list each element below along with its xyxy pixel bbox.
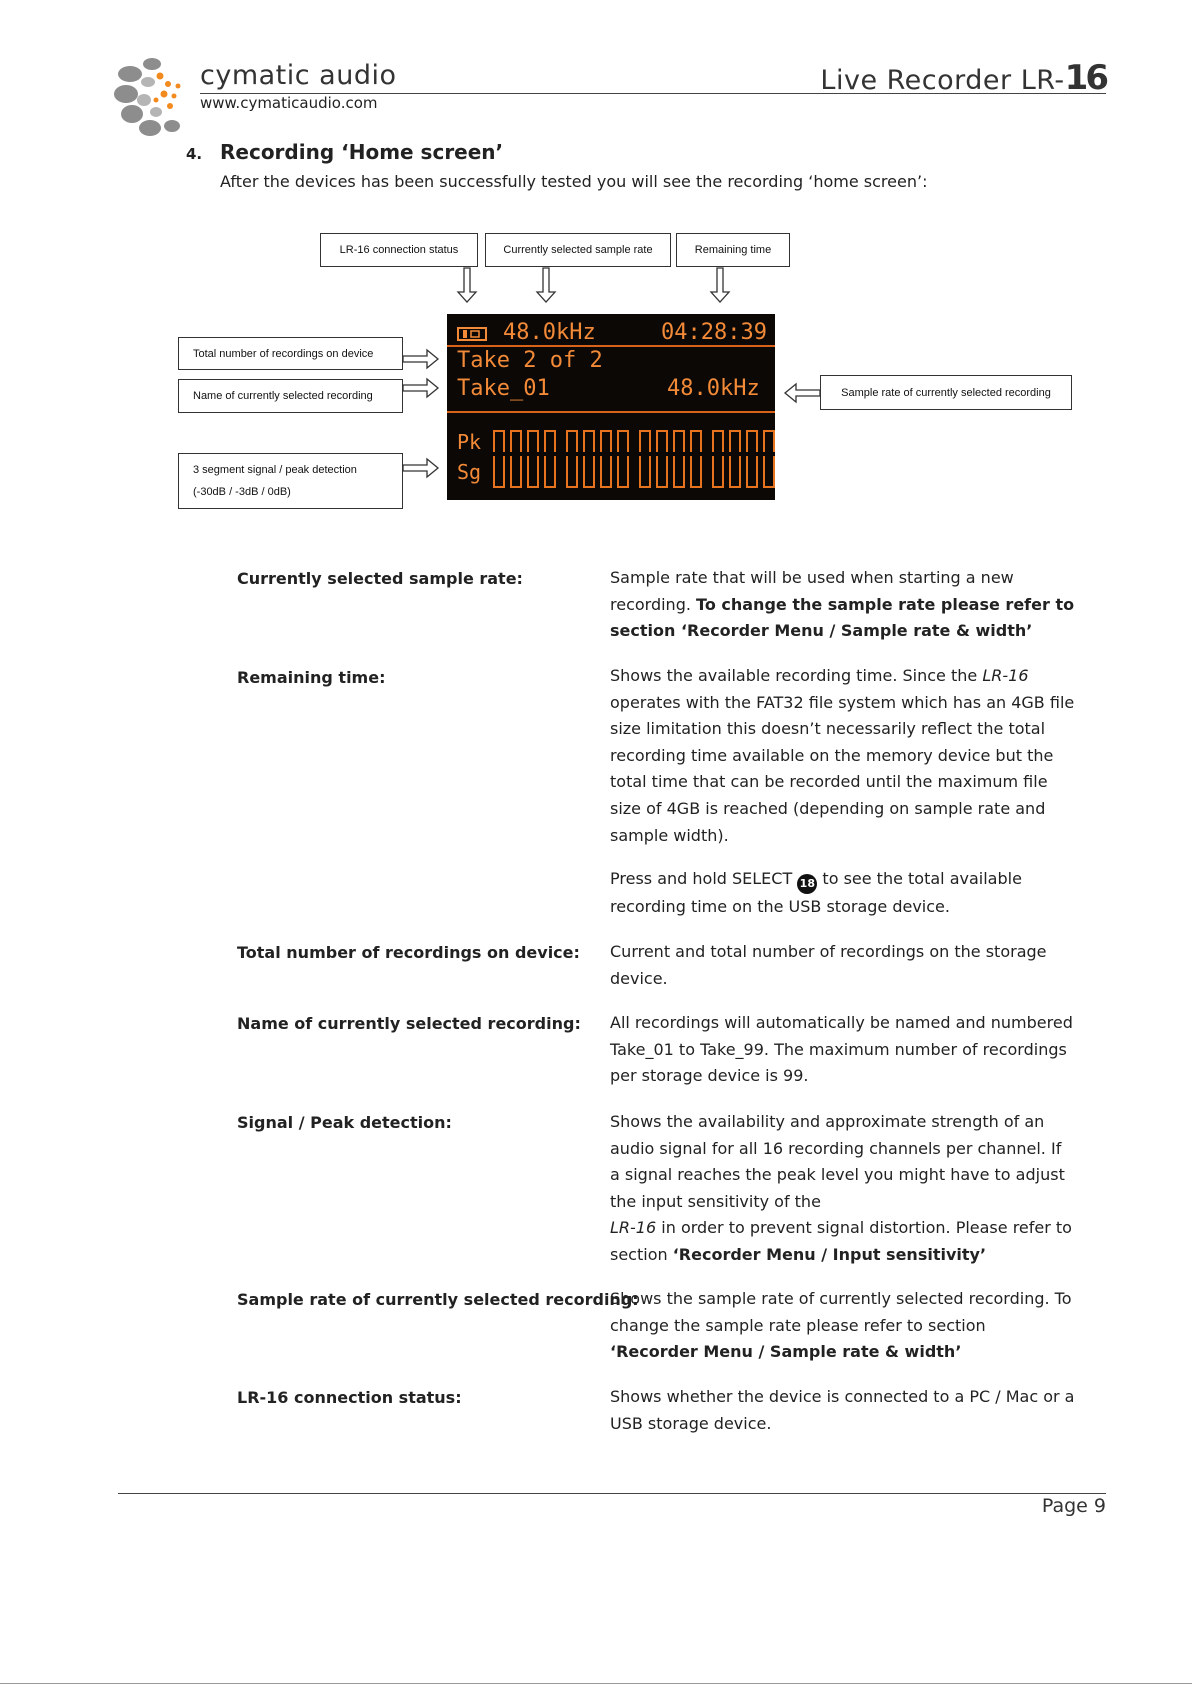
- def-recording-name: All recordings will automatically be named and numbered Take_01 to Take_99. The maximum number of recordings per storage device is 99.: [610, 1013, 1073, 1086]
- arrow-right-icon: [403, 350, 438, 368]
- lcd-remaining-time: 04:28:39: [661, 320, 767, 345]
- signal-segment: [544, 456, 556, 488]
- peak-segment: [544, 430, 556, 452]
- def-selected-sample-rate: Shows the sample rate of currently selected recording. To change the sample rate please refer to section ‘Recorder Menu / Sample rate & width’: [610, 1289, 1072, 1362]
- peak-segment: [493, 430, 505, 452]
- signal-segment: [566, 456, 578, 488]
- callout-connection-status: LR-16 connection status: [320, 233, 478, 267]
- term-sample-rate: Currently selected sample rate:: [237, 569, 523, 588]
- brand-name: cymatic audio: [200, 60, 397, 91]
- callout-total-recordings: Total number of recordings on device: [178, 337, 403, 370]
- def-remaining-time: Shows the available recording time. Since the LR-16 operates with the FAT32 file system which has an 4GB file size limitation this doesn’t necessarily reflect the total recording time available on the memory device but the total time that can be recorded until the maximum file size of 4GB is reached (depending on sample rate and sample width).: [610, 666, 1075, 845]
- def-signal-peak: Shows the availability and approximate strength of an audio signal for all 16 recording channels per channel. If a signal reaches the peak level you might have to adjust the input sensitivity of the LR-16 in order to prevent signal distortion. Please refer to section ‘Recorder Menu / Input sensitivity’: [610, 1112, 1072, 1264]
- signal-segment: [600, 456, 612, 488]
- product-title: Live Recorder LR-16: [820, 58, 1106, 98]
- peak-segment: [746, 430, 758, 452]
- section-intro: After the devices has been successfully tested you will see the recording ‘home screen’:: [220, 172, 928, 191]
- section-title: Recording ‘Home screen’: [220, 140, 504, 164]
- def-remaining-time-select: Press and hold SELECT 18 to see the total available recording time on the USB storage device.: [610, 869, 1022, 916]
- select-button-badge-icon: 18: [797, 874, 817, 894]
- callout-signal-peak: 3 segment signal / peak detection (-30dB / -3dB / 0dB): [178, 453, 403, 509]
- peak-segment: [617, 430, 629, 452]
- website-link[interactable]: www.cymaticaudio.com: [200, 94, 378, 112]
- term-connection-status: LR-16 connection status:: [237, 1388, 462, 1407]
- peak-segment: [527, 430, 539, 452]
- lcd-take-rate: 48.0kHz: [667, 376, 760, 401]
- term-total-recordings: Total number of recordings on device:: [237, 943, 580, 962]
- header-divider: [200, 93, 1106, 94]
- signal-segment: [527, 456, 539, 488]
- signal-segment: [712, 456, 724, 488]
- signal-segment: [639, 456, 651, 488]
- def-sample-rate: Sample rate that will be used when starting a new recording. To change the sample rate please refer to section ‘Recorder Menu / Sample rate & width’: [610, 568, 1075, 641]
- arrow-down-icon: [711, 268, 729, 302]
- peak-segment: [673, 430, 685, 452]
- peak-segment: [712, 430, 724, 452]
- peak-segment: [583, 430, 595, 452]
- def-connection-status: Shows whether the device is connected to a PC / Mac or a USB storage device.: [610, 1387, 1075, 1433]
- page-edge: [0, 1683, 1192, 1684]
- peak-segment: [690, 430, 702, 452]
- lcd-channel-meters: [493, 430, 769, 490]
- peak-segment: [639, 430, 651, 452]
- signal-segment: [656, 456, 668, 488]
- arrow-left-icon: [785, 384, 820, 402]
- peak-segment: [600, 430, 612, 452]
- signal-segment: [690, 456, 702, 488]
- peak-segment: [566, 430, 578, 452]
- term-signal-peak: Signal / Peak detection:: [237, 1113, 452, 1132]
- lcd-divider: [447, 345, 775, 347]
- callout-recording-name: Name of currently selected recording: [178, 379, 403, 413]
- arrow-right-icon: [403, 379, 438, 397]
- signal-segment: [673, 456, 685, 488]
- peak-segment: [729, 430, 741, 452]
- footer-divider: [118, 1493, 1106, 1494]
- callout-sample-rate: Currently selected sample rate: [485, 233, 671, 267]
- signal-segment: [746, 456, 758, 488]
- lcd-signal-label: Sg: [457, 460, 482, 484]
- signal-segment: [617, 456, 629, 488]
- term-selected-sample-rate: Sample rate of currently selected recording:: [237, 1290, 639, 1309]
- lcd-peak-label: Pk: [457, 430, 482, 454]
- term-recording-name: Name of currently selected recording:: [237, 1014, 581, 1033]
- lcd-display: [447, 314, 775, 500]
- lcd-take-name: Take_01: [457, 376, 550, 401]
- peak-segment: [656, 430, 668, 452]
- term-remaining-time: Remaining time:: [237, 668, 386, 687]
- arrow-down-icon: [458, 268, 476, 302]
- lcd-take-count: Take 2 of 2: [457, 348, 603, 373]
- signal-segment: [729, 456, 741, 488]
- signal-segment: [493, 456, 505, 488]
- signal-segment: [583, 456, 595, 488]
- signal-segment: [763, 456, 775, 488]
- callout-remaining-time: Remaining time: [676, 233, 790, 267]
- peak-segment: [763, 430, 775, 452]
- peak-segment: [510, 430, 522, 452]
- arrow-right-icon: [403, 459, 438, 477]
- page-number: Page 9: [1041, 1495, 1106, 1517]
- arrow-down-icon: [537, 268, 555, 302]
- callout-selected-sample-rate: Sample rate of currently selected recording: [820, 375, 1072, 410]
- def-total-recordings: Current and total number of recordings on the storage device.: [610, 942, 1047, 988]
- signal-segment: [510, 456, 522, 488]
- lcd-divider: [447, 411, 775, 413]
- cymatic-logo-icon: [112, 56, 204, 138]
- usb-connection-icon: [457, 326, 489, 342]
- section-number: 4.: [186, 145, 203, 163]
- lcd-sample-rate: 48.0kHz: [503, 320, 596, 345]
